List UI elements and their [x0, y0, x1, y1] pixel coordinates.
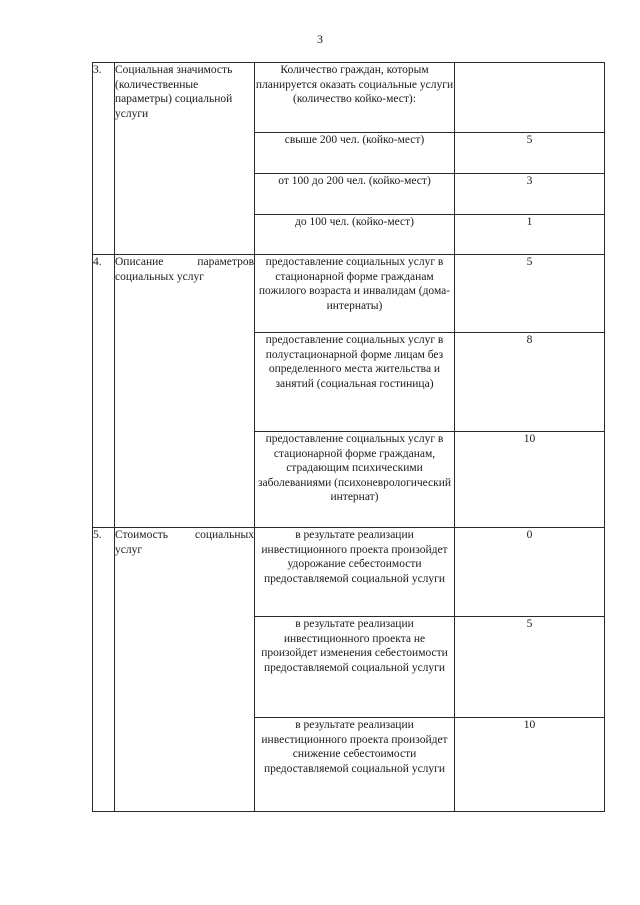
score-cell: 8 — [455, 333, 605, 432]
description-cell: предоставление социальных услуг в стационарной форме гражданам, страдающим психическими заболеваниями (психоневрологический интернат) — [255, 432, 455, 528]
description-cell: предоставление социальных услуг в полустационарной форме лицам без определенного места жительства и занятий (социальная гостиница) — [255, 333, 455, 432]
description-cell: от 100 до 200 чел. (койко-мест) — [255, 174, 455, 215]
score-cell: 1 — [455, 215, 605, 255]
description-cell: в результате реализации инвестиционного проекта не произойдет изменения себестоимости предоставляемой социальной услуги — [255, 617, 455, 718]
criterion-label: Социальная значимость (количественные параметры) социальной услуги — [115, 63, 255, 255]
description-cell: в результате реализации инвестиционного проекта произойдет снижение себестоимости предоставляемой социальной услуги — [255, 718, 455, 812]
section-number: 4. — [93, 255, 115, 528]
description-cell: предоставление социальных услуг в стационарной форме гражданам пожилого возраста и инвалидам (дома-интернаты) — [255, 255, 455, 333]
page-number: 3 — [317, 32, 323, 46]
criterion-label: Описание параметров социальных услуг — [115, 255, 255, 528]
description-cell: до 100 чел. (койко-мест) — [255, 215, 455, 255]
table-row — [93, 255, 605, 333]
score-cell: 5 — [455, 133, 605, 174]
score-cell: 10 — [455, 432, 605, 528]
criteria-table — [92, 62, 605, 812]
score-cell: 0 — [455, 528, 605, 617]
description-cell: свыше 200 чел. (койко-мест) — [255, 133, 455, 174]
score-cell — [455, 63, 605, 133]
section-number: 3. — [93, 63, 115, 255]
score-cell: 5 — [455, 617, 605, 718]
criterion-label: Стоимость социальных услуг — [115, 528, 255, 812]
section-number: 5. — [93, 528, 115, 812]
score-cell: 5 — [455, 255, 605, 333]
score-cell: 10 — [455, 718, 605, 812]
table-row — [93, 63, 605, 133]
score-cell: 3 — [455, 174, 605, 215]
description-cell: в результате реализации инвестиционного проекта произойдет удорожание себестоимости предоставляемой социальной услуги — [255, 528, 455, 617]
description-cell: Количество граждан, которым планируется оказать социальные услуги (количество койко-мест): — [255, 63, 455, 133]
table-row — [93, 528, 605, 617]
